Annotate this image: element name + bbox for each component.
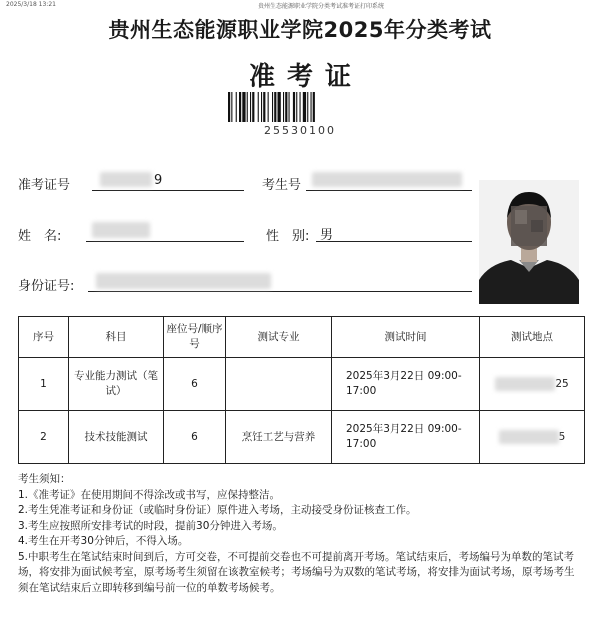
row-subject: 技术技能测试 [69, 411, 164, 464]
name-label: 姓 名: [18, 229, 62, 244]
candidate-photo [479, 180, 579, 304]
row-time: 2025年3月22日 09:00-17:00 [332, 411, 480, 464]
note-item: 3.考生应按照所安排考试的时段，提前30分钟进入考场。 [18, 519, 283, 532]
notes-title: 考生须知： [18, 473, 71, 485]
header-subject: 科目 [69, 317, 164, 358]
barcode-bar [285, 92, 287, 122]
barcode-bar [239, 92, 241, 122]
candidate-notes [18, 472, 584, 596]
note-item: 4.考生在开考30分钟后，不得入场。 [18, 535, 189, 547]
header-no: 序号 [19, 317, 69, 358]
barcode-bar [231, 92, 232, 122]
name-redacted [92, 222, 150, 238]
gender-label: 性 别: [266, 229, 310, 244]
id-no-label: 身份证号: [18, 279, 75, 294]
print-system-name: 贵州生态能源职业学院分类考试准考证打印系统 [258, 3, 385, 10]
header-time: 测试时间 [332, 317, 480, 358]
barcode-bar [272, 92, 273, 122]
gender-underline [316, 241, 472, 242]
admission-no-underline [92, 190, 244, 191]
id-no-underline [88, 291, 472, 292]
table-row [19, 358, 585, 411]
barcode-bar [300, 92, 301, 122]
barcode-bar [261, 92, 262, 122]
barcode-bar [303, 92, 306, 122]
row-no: 1 [19, 358, 69, 411]
exam-no-label: 考生号 [262, 178, 302, 193]
row-time: 2025年3月22日 09:00-17:00 [332, 358, 480, 411]
barcode-bar [258, 92, 259, 122]
row-major [226, 358, 332, 411]
barcode-bar [268, 92, 269, 122]
header-location: 测试地点 [480, 317, 585, 358]
location-suffix: 5 [558, 430, 566, 443]
id-no-redacted [96, 273, 271, 289]
barcode-bar [289, 92, 290, 122]
header-major: 测试专业 [226, 317, 332, 358]
document-title: 准考证 [248, 62, 363, 92]
barcode-bar [296, 92, 297, 122]
table-row [19, 411, 585, 464]
location-redacted [495, 377, 555, 391]
row-major: 烹饪工艺与营养 [226, 411, 332, 464]
table-header-row [19, 317, 585, 358]
row-subject: 专业能力测试（笔试） [69, 358, 164, 411]
note-item: 2.考生凭准考证和身份证（或临时身份证）原件进入考场，主动接受身份证核查工作。 [18, 504, 417, 516]
barcode-bar [307, 92, 308, 122]
gender-value: 男 [320, 228, 334, 243]
note-item: 5.中职考生在笔试结束时间到后，方可交卷，不可提前交卷也不可提前离开考场。笔试结束后，考场编号为单数的笔试考场，将安排为面试候考室，原考场考生须留在该教室候考；考场编号为双数的笔试考场，将安排为面试考场，原考场考生须在笔试结束后立即转移到编号前一位的单数考场候考。 [18, 550, 575, 594]
barcode-bar [247, 92, 248, 122]
location-redacted [499, 430, 559, 444]
row-seat: 6 [164, 411, 226, 464]
header-seat: 座位号/顺序号 [164, 317, 226, 358]
row-no: 2 [19, 411, 69, 464]
barcode-bar [283, 92, 284, 122]
location-suffix: 25 [555, 377, 569, 390]
school-title: 贵州生态能源职业学院2025年分类考试 [108, 18, 492, 42]
exam-no-underline [306, 190, 472, 191]
admission-no-value: 9 [154, 173, 163, 188]
exam-no-redacted [312, 172, 462, 187]
barcode-bar [278, 92, 281, 122]
row-location [480, 411, 585, 464]
barcode-bar [313, 92, 315, 122]
print-date: 2025/3/18 13:21 [6, 1, 56, 8]
barcode-bar [236, 92, 237, 122]
barcode [226, 92, 374, 122]
row-seat: 6 [164, 358, 226, 411]
admission-no-label: 准考证号 [18, 178, 71, 193]
exam-schedule-table [18, 316, 585, 464]
barcode-bar [274, 92, 276, 122]
note-item: 1.《准考证》在使用期间不得涂改或书写，应保持整洁。 [18, 488, 281, 501]
admission-no-redacted [100, 172, 152, 187]
barcode-bar [242, 92, 245, 122]
barcode-bar [252, 92, 254, 122]
row-location [480, 358, 585, 411]
barcode-number: 25530100 [264, 124, 336, 134]
name-underline [86, 241, 244, 242]
barcode-bar [311, 92, 312, 122]
barcode-bar [228, 92, 230, 122]
barcode-bar [263, 92, 265, 122]
barcode-bar [293, 92, 295, 122]
barcode-bar [250, 92, 251, 122]
